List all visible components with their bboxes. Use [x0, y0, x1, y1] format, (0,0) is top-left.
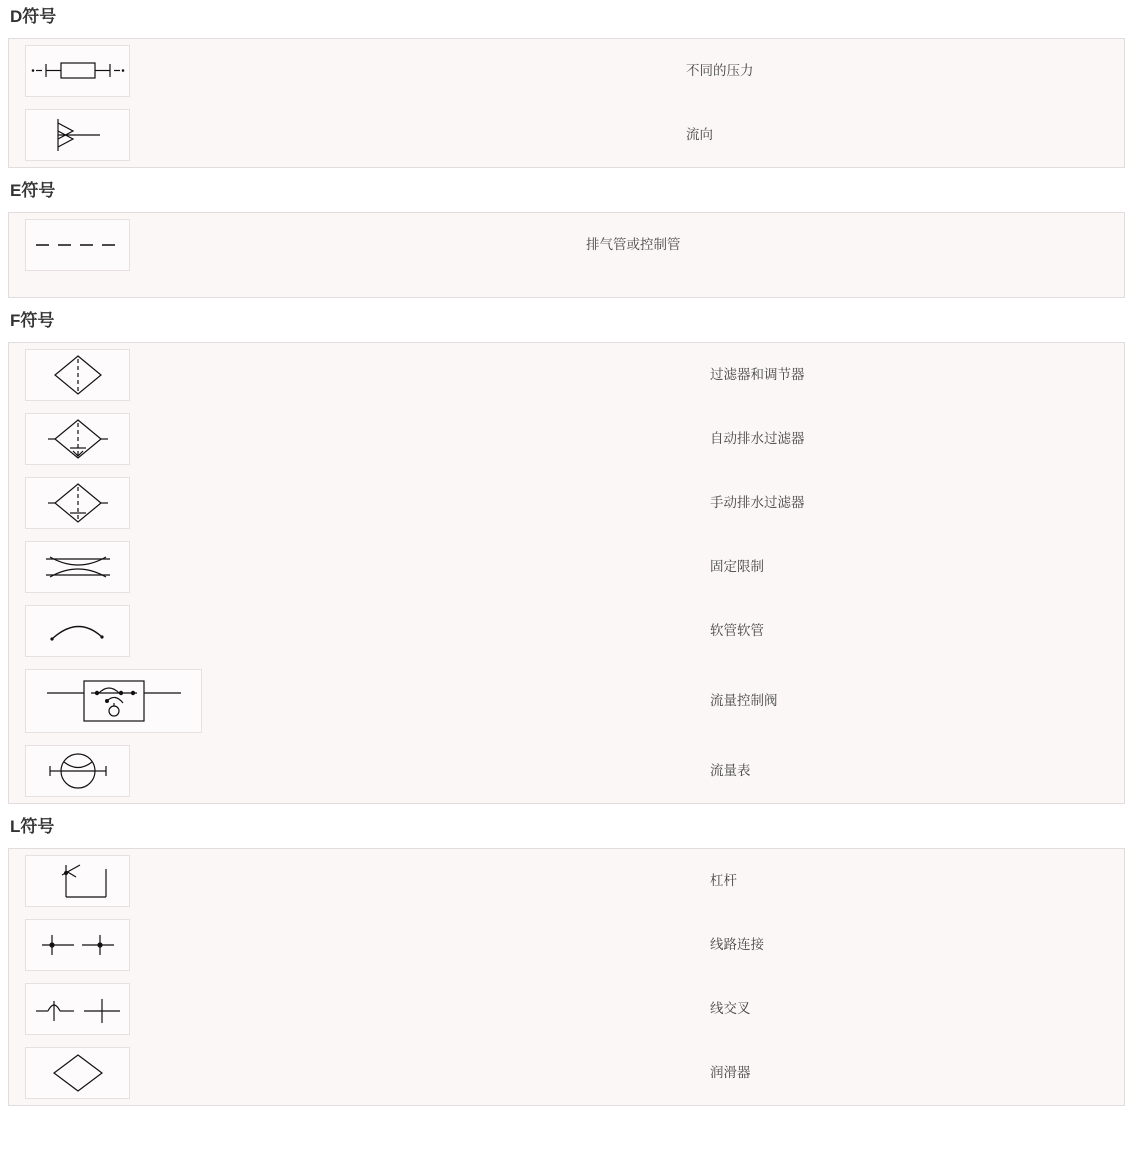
- symbol-cell: [25, 745, 130, 797]
- flow-direction-symbol: [28, 113, 128, 157]
- table-row: [9, 739, 1124, 803]
- table-row: [9, 599, 1124, 663]
- label-cell: [130, 977, 1124, 1041]
- label-cell: [130, 39, 1124, 103]
- label-cell: [130, 471, 1124, 535]
- symbol-label: 手动排水过滤器: [710, 495, 805, 510]
- label-cell: [130, 739, 1124, 803]
- table-row: [9, 407, 1124, 471]
- manual-drain-filter-symbol: [28, 479, 128, 527]
- line-junction-symbol: [28, 923, 128, 967]
- table-row: [9, 343, 1124, 407]
- label-cell: [130, 103, 1124, 167]
- symbol-table-f: [8, 342, 1125, 804]
- section-title-e: E符号: [10, 181, 56, 200]
- table-row: [9, 663, 1124, 739]
- symbol-label: 线路连接: [710, 937, 764, 952]
- label-cell: [202, 663, 1124, 739]
- symbol-cell: [25, 45, 130, 97]
- symbol-cell: [25, 919, 130, 971]
- section-title-d: D符号: [10, 7, 57, 26]
- symbol-cell: [25, 983, 130, 1035]
- label-cell: [130, 343, 1124, 407]
- filter-regulator-symbol: [28, 351, 128, 399]
- symbol-label: 自动排水过滤器: [710, 431, 805, 446]
- table-row: [9, 977, 1124, 1041]
- exhaust-or-control-line-symbol: [28, 227, 128, 263]
- table-row: [9, 103, 1124, 167]
- label-cell: [130, 599, 1124, 663]
- fixed-restriction-symbol: [28, 545, 128, 589]
- table-row: [9, 1041, 1124, 1105]
- symbol-label: 杠杆: [710, 873, 737, 888]
- symbol-cell: [25, 477, 130, 529]
- symbol-label: 不同的压力: [686, 63, 754, 78]
- table-row: [9, 849, 1124, 913]
- symbol-label: 排气管或控制管: [586, 237, 681, 252]
- symbol-cell: [25, 413, 130, 465]
- symbol-cell: [25, 669, 202, 733]
- symbol-cell: [25, 1047, 130, 1099]
- label-cell: [130, 407, 1124, 471]
- symbol-cell: [25, 605, 130, 657]
- symbol-label: 软管软管: [710, 623, 764, 638]
- symbol-label: 固定限制: [710, 559, 764, 574]
- symbol-label: 过滤器和调节器: [710, 367, 805, 382]
- symbol-table-e: [8, 212, 1125, 298]
- label-cell: [130, 913, 1124, 977]
- symbol-label: 流向: [686, 127, 713, 142]
- flow-control-valve-symbol: [29, 671, 199, 731]
- symbol-label: 流量表: [710, 763, 751, 778]
- section-title-f: F符号: [10, 311, 55, 330]
- flexible-hose-symbol: [28, 609, 128, 653]
- symbol-cell: [25, 541, 130, 593]
- lever-symbol: [28, 857, 128, 905]
- table-row: [9, 39, 1124, 103]
- symbol-cell: [25, 219, 130, 271]
- line-crossing-symbol: [28, 987, 128, 1031]
- table-row: [9, 213, 1124, 277]
- different-pressure-symbol: [28, 49, 128, 93]
- symbol-label: 润滑器: [710, 1065, 751, 1080]
- symbol-label: 线交叉: [710, 1001, 751, 1016]
- label-cell: [130, 1041, 1124, 1105]
- lubricator-symbol: [28, 1049, 128, 1097]
- table-row: [9, 471, 1124, 535]
- flow-meter-symbol: [28, 747, 128, 795]
- table-row: [9, 535, 1124, 599]
- label-cell: [130, 535, 1124, 599]
- label-cell: [130, 213, 1124, 277]
- table-row: [9, 913, 1124, 977]
- symbol-table-l: [8, 848, 1125, 1106]
- symbol-cell: [25, 109, 130, 161]
- label-cell: [130, 849, 1124, 913]
- section-title-l: L符号: [10, 817, 55, 836]
- symbol-cell: [25, 855, 130, 907]
- symbol-label: 流量控制阀: [710, 693, 778, 708]
- symbol-cell: [25, 349, 130, 401]
- symbol-table-d: [8, 38, 1125, 168]
- auto-drain-filter-symbol: [28, 415, 128, 463]
